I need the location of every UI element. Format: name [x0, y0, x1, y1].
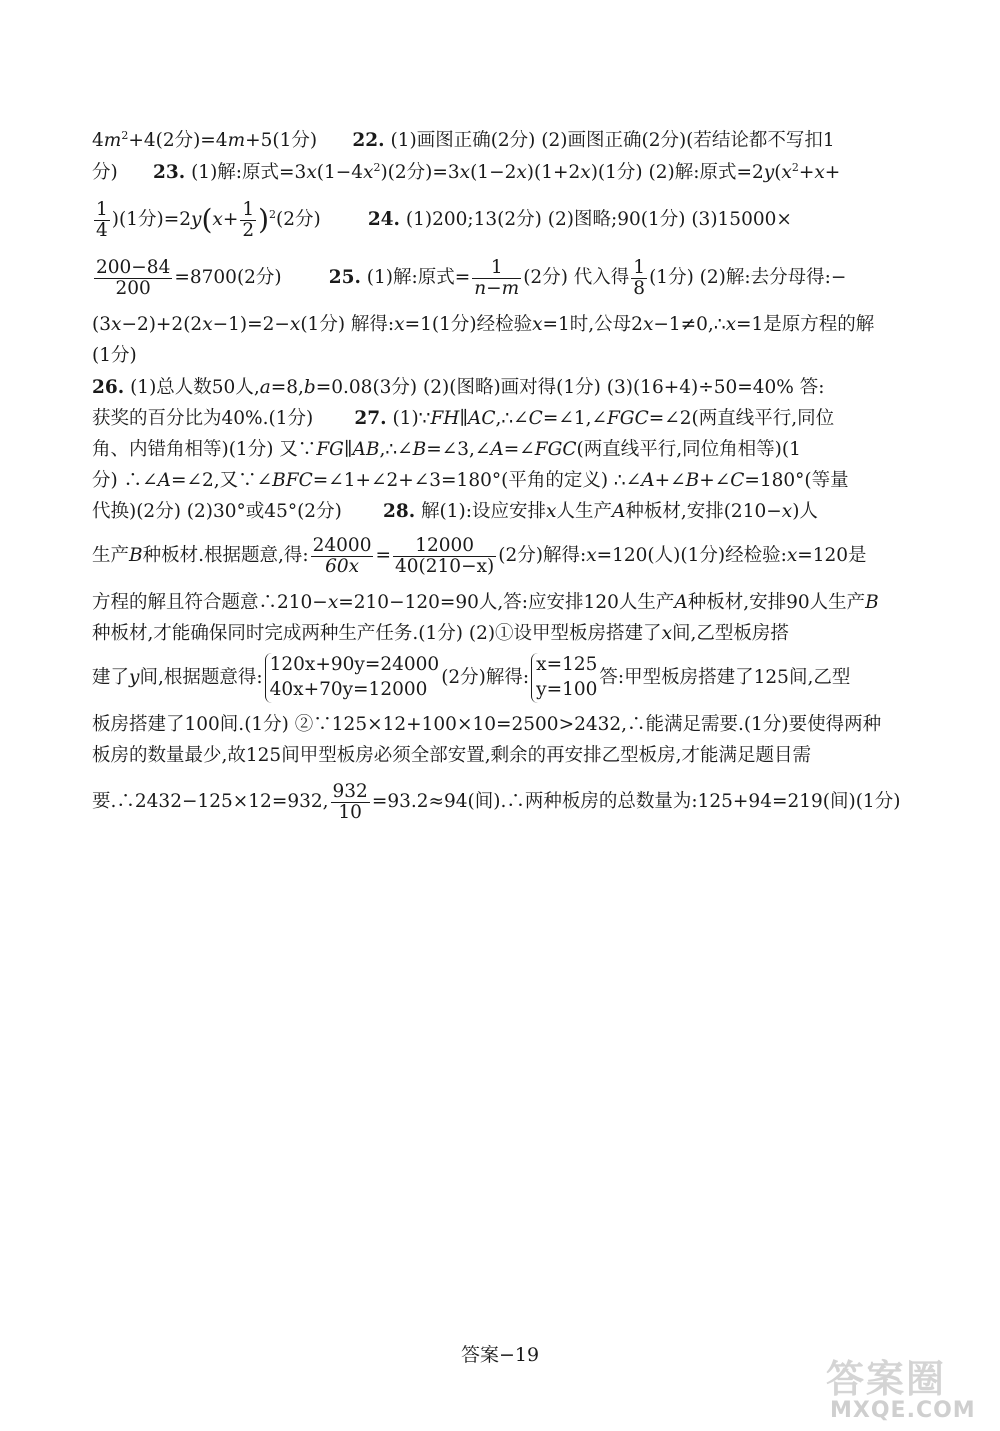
variable: m	[103, 130, 122, 151]
fraction-numerator: 932	[332, 781, 368, 803]
text: (2分)解得:	[498, 545, 587, 566]
variable: A	[674, 592, 688, 613]
variable: x	[363, 162, 374, 183]
variable: B	[865, 592, 879, 613]
variable: x	[394, 314, 405, 335]
text: =1时,公母2	[542, 314, 643, 335]
text: )(2分)=3	[380, 162, 460, 183]
variable: x	[306, 162, 317, 183]
text: 4	[92, 130, 104, 151]
variable: x	[111, 314, 122, 335]
answer-line-17	[92, 743, 910, 769]
text: (	[774, 162, 782, 183]
text: (1分)	[92, 345, 137, 366]
text: (3	[92, 314, 111, 335]
text: −1≠0,∴	[653, 314, 726, 335]
text: =8700(2分)	[174, 267, 282, 288]
text: (1分) (2)解:去分母得:−	[649, 267, 847, 288]
text: =93.2≈94(间).∴两种板房的总数量为:125+94=219(间)(1分)	[371, 791, 901, 812]
answer-line-13	[92, 590, 910, 616]
text: (1)总人数50人,	[130, 377, 260, 398]
watermark-logo	[820, 1348, 990, 1428]
variable: x	[459, 162, 471, 183]
equation: 40x+70y=12000	[269, 679, 428, 700]
variable: x	[546, 501, 557, 522]
text: =120是	[797, 545, 867, 566]
text: +	[824, 162, 841, 183]
variable: x	[516, 162, 527, 183]
answer-line-10	[92, 468, 910, 494]
fraction	[311, 536, 374, 576]
text: (2分)解得:	[441, 667, 530, 688]
fraction	[331, 782, 370, 822]
question-number: 28.	[382, 501, 416, 522]
text: )人	[792, 501, 818, 522]
text: +∠	[654, 470, 686, 491]
text: 间,乙型板房搭	[672, 623, 789, 644]
fraction	[393, 536, 496, 576]
variable: y	[763, 162, 775, 183]
answer-line-18	[92, 776, 910, 828]
text: 板房搭建了100间.(1分) ②∵125×12+100×10=2500>2432,∴能满足需要.(1分)要使得两种	[92, 714, 882, 735]
fraction-numerator: 1	[472, 258, 521, 278]
text: 建了	[92, 667, 130, 688]
text: 分)	[92, 162, 118, 183]
variable: A	[157, 470, 171, 491]
fraction-denominator: 2	[242, 219, 255, 241]
variable: b	[303, 377, 316, 398]
text: ,∴∠	[379, 439, 413, 460]
fraction-numerator: 12000	[393, 536, 496, 556]
text: (1)解:原式=	[366, 267, 471, 288]
text: =∠1+∠2+∠3=180°(平角的定义) ∴∠	[312, 470, 642, 491]
text: 角、内错角相等)(1分) 又∵	[92, 439, 317, 460]
text: (1)解:原式=3	[191, 162, 307, 183]
text: ∥	[343, 439, 353, 460]
text: =∠3,∠	[426, 439, 491, 460]
fraction	[94, 258, 172, 298]
question-number: 26.	[92, 377, 125, 398]
answer-line-14	[92, 621, 910, 647]
page-number: 答案−19	[460, 1344, 540, 1366]
question-number: 24.	[367, 209, 400, 230]
text: =∠1,∠	[542, 408, 607, 429]
variable: B	[129, 545, 143, 566]
variable: x	[814, 162, 825, 183]
answer-line-7	[92, 375, 910, 401]
text: (1)∵	[392, 408, 431, 429]
text: 生产	[92, 545, 130, 566]
text: =∠2(两直线平行,同位	[648, 408, 835, 429]
text: (1)画图正确(2分) (2)画图正确(2分)(若结论都不写扣1	[390, 130, 835, 151]
text: =1是原方程的解	[736, 314, 875, 335]
variable: x	[725, 314, 737, 335]
variable: FG	[316, 439, 344, 460]
answer-line-1	[92, 128, 910, 154]
fraction-denominator: 4	[96, 219, 108, 241]
question-number: 25.	[328, 267, 361, 288]
superscript: 2	[791, 161, 799, 174]
text: =	[375, 545, 391, 566]
text: 解(1):设应安排	[421, 501, 546, 522]
fraction-denominator: 8	[633, 277, 646, 299]
text: 人生产	[556, 501, 612, 522]
answer-line-2	[92, 160, 910, 186]
variable: x	[532, 314, 543, 335]
variable: m	[227, 130, 246, 151]
variable: x	[212, 209, 223, 230]
variable: x	[586, 545, 597, 566]
paren: (	[201, 203, 213, 236]
fraction	[240, 200, 256, 240]
text: 种板材,安排(210−	[625, 501, 782, 522]
variable: x	[202, 314, 213, 335]
text: =180°(等量	[744, 470, 849, 491]
fraction-numerator: 1	[96, 199, 108, 221]
watermark-title: 答案圈	[826, 1357, 947, 1401]
variable: x	[786, 545, 798, 566]
variable: y	[190, 209, 202, 230]
variable: AB	[352, 439, 380, 460]
text: +∠	[699, 470, 731, 491]
fraction-denominator: n−m	[474, 277, 520, 299]
answer-line-5	[92, 312, 910, 338]
answer-line-8	[92, 406, 910, 432]
watermark-url: MXQE.COM	[830, 1398, 976, 1423]
variable: x	[781, 501, 793, 522]
text: +	[222, 209, 239, 230]
text: (1−2	[470, 162, 517, 183]
answer-line-11	[92, 499, 910, 525]
variable: x	[661, 623, 672, 644]
equation-system	[265, 653, 440, 703]
text: (1)200;13(2分) (2)图略;90(1分) (3)15000×	[405, 209, 792, 230]
text: )(1+2	[526, 162, 581, 183]
question-number: 22.	[352, 130, 385, 151]
answer-line-12	[92, 528, 910, 584]
fraction-numerator: 1	[633, 257, 646, 279]
text: 板房的数量最少,故125间甲型板房必须全部安置,剩余的再安排乙型板房,才能满足题目需	[92, 745, 811, 766]
text: (两直线平行,同位角相等)(1	[576, 439, 801, 460]
text: 获奖的百分比为40%.(1分)	[92, 408, 314, 429]
variable: BFC	[272, 470, 313, 491]
answer-line-6	[92, 343, 910, 369]
text: −1)=2−	[212, 314, 290, 335]
text: 要.∴2432−125×12=932,	[92, 791, 329, 812]
text: (2分)	[276, 209, 321, 230]
solution-system	[531, 653, 597, 703]
variable: FH	[430, 408, 460, 429]
text: 间,根据题意得:	[139, 667, 263, 688]
variable: y	[129, 667, 140, 688]
text: =∠	[503, 439, 535, 460]
variable: C	[528, 408, 543, 429]
text: 种板材,才能确保同时完成两种生产任务.(1分) (2)①设甲型板房搭建了	[92, 623, 662, 644]
fraction-denominator: 200	[115, 277, 151, 299]
variable: FGC	[606, 408, 649, 429]
answer-line-9	[92, 437, 910, 463]
answer-line-4	[92, 252, 910, 304]
question-number: 27.	[354, 408, 387, 429]
text: 种板材,安排90人生产	[687, 592, 866, 613]
superscript: 2	[373, 161, 381, 174]
variable: x	[289, 314, 301, 335]
answer-line-16	[92, 712, 910, 738]
superscript: 2	[121, 129, 129, 142]
text: 答:甲型板房搭建了125间,乙型	[599, 667, 851, 688]
text: =8,	[270, 377, 304, 398]
variable: x	[642, 314, 654, 335]
variable: x	[580, 162, 591, 183]
text: +4(2分)=4	[128, 130, 228, 151]
fraction-denominator: 60x	[325, 555, 360, 577]
fraction-denominator: 40(210−x)	[395, 555, 495, 577]
text: ∥	[459, 408, 468, 429]
answer-line-3	[92, 197, 910, 243]
text: =0.08(3分) (2)(图略)画对得(1分) (3)(16+4)÷50=40% 答:	[315, 377, 825, 398]
answer-line-15	[92, 650, 910, 706]
variable: A	[641, 470, 655, 491]
fraction-numerator: 200−84	[96, 257, 171, 279]
text: =∠2,又∵∠	[170, 470, 273, 491]
variable: B	[685, 470, 700, 491]
fraction-numerator: 24000	[312, 535, 372, 557]
text: −2)+2(2	[121, 314, 203, 335]
text: +	[798, 162, 815, 183]
text: (1分) 解得:	[300, 314, 395, 335]
variable: A	[611, 501, 626, 522]
variable: A	[490, 439, 504, 460]
variable: x	[781, 162, 792, 183]
variable: x	[327, 592, 339, 613]
text: )(1分) (2)解:原式=2	[590, 162, 764, 183]
text: (1−4	[316, 162, 364, 183]
fraction-numerator: 1	[242, 199, 255, 221]
text: 方程的解且符合题意∴210−	[92, 592, 328, 613]
text: 种板材.根据题意,得:	[142, 545, 309, 566]
fraction-denominator: 10	[338, 801, 362, 823]
fraction	[472, 258, 521, 298]
variable: a	[259, 377, 271, 398]
text: )(1分)=2	[111, 209, 191, 230]
text: 代换)(2分) (2)30°或45°(2分)	[92, 501, 342, 522]
text: =1(1分)经检验	[404, 314, 533, 335]
text: =120(人)(1分)经检验:	[596, 545, 787, 566]
fraction	[631, 258, 647, 298]
equation: y=100	[536, 679, 598, 700]
variable: B	[412, 439, 427, 460]
variable: C	[730, 470, 745, 491]
text: +5(1分)	[245, 130, 318, 151]
superscript: 2	[269, 208, 277, 221]
text: =210−120=90人,答:应安排120人生产	[338, 592, 675, 613]
text: 分) ∴∠	[92, 470, 158, 491]
fraction	[94, 200, 110, 240]
question-number: 23.	[153, 162, 186, 183]
text: (2分) 代入得	[523, 267, 630, 288]
variable: FGC	[534, 439, 577, 460]
paren: )	[258, 203, 270, 236]
equation: x=125	[536, 654, 598, 676]
equation: 120x+90y=24000	[269, 654, 440, 676]
text: ,∴∠	[495, 408, 529, 429]
variable: AC	[467, 408, 496, 429]
